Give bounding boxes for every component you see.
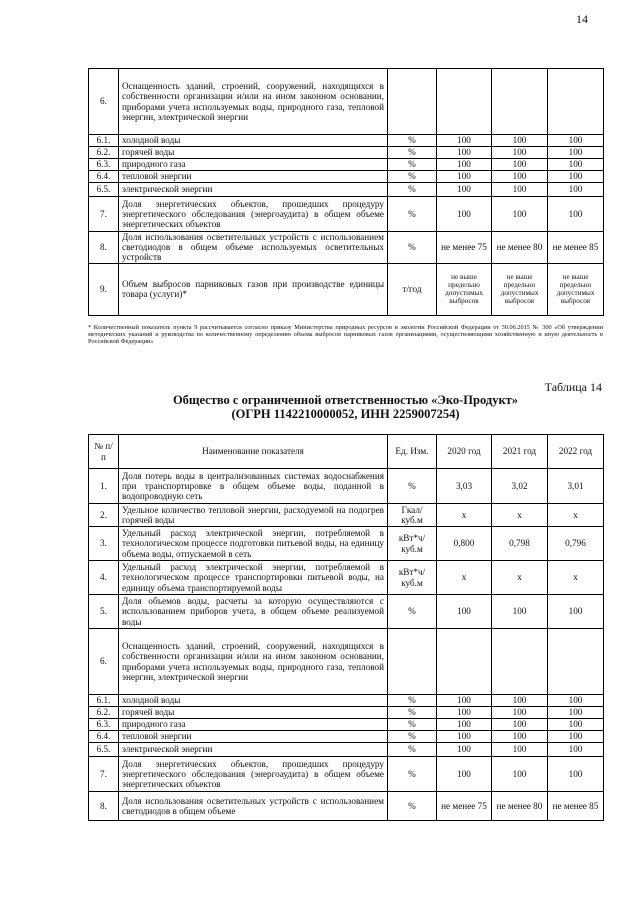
row-name: Доля потерь воды в централизованных системах водоснабжения при транспортировке в общем объеме воды, поданной в водопроводную сеть <box>119 469 388 504</box>
row-name: Доля энергетических объектов, прошедших процедуру энергетического обследования (энергоаудита) в общем объеме энергетических объектов <box>119 757 388 792</box>
row-number: 6.2. <box>89 707 119 719</box>
row-name: Доля объемов воды, расчеты за которую осуществляются с использованием приборов учета, в общем объеме реализуемой воды <box>119 595 388 629</box>
row-number: 4. <box>89 561 119 595</box>
row-value-year2 <box>492 69 548 135</box>
row-unit: % <box>388 595 437 629</box>
table-row <box>89 707 604 719</box>
row-value-year2: 100 <box>492 719 548 731</box>
row-number: 7. <box>89 197 119 232</box>
row-value-year1: 100 <box>437 595 492 629</box>
table-row <box>89 69 604 135</box>
organization-name: Общество с ограниченной ответственностью «Эко-Продукт» <box>172 393 519 407</box>
page-number: 14 <box>576 12 588 26</box>
row-value-year3 <box>548 629 604 695</box>
row-unit: % <box>388 743 437 757</box>
header-year-2022: 2022 год <box>548 435 604 469</box>
table-row <box>89 147 604 159</box>
table-row <box>89 743 604 757</box>
row-value-year2: не менее 80 <box>492 792 548 821</box>
organization-title <box>88 394 603 421</box>
row-unit: % <box>388 197 437 232</box>
row-number: 3. <box>89 527 119 561</box>
table-row <box>89 171 604 183</box>
row-number: 8. <box>89 232 119 264</box>
row-value-year3: 100 <box>548 183 604 197</box>
table-row <box>89 159 604 171</box>
row-number: 6.5. <box>89 183 119 197</box>
row-value-year2: 100 <box>492 731 548 743</box>
row-number: 5. <box>89 595 119 629</box>
row-name: тепловой энергии <box>119 731 388 743</box>
row-value-year2: 100 <box>492 183 548 197</box>
row-value-year2: x <box>492 504 548 527</box>
table-row <box>89 263 604 315</box>
row-value-year3: 0,796 <box>548 527 604 561</box>
row-value-year2: 100 <box>492 595 548 629</box>
table-row <box>89 719 604 731</box>
row-value-year3: 100 <box>548 695 604 707</box>
row-number: 6.3. <box>89 719 119 731</box>
row-value-year3: x <box>548 504 604 527</box>
row-value-year2: 100 <box>492 743 548 757</box>
row-number: 9. <box>89 263 119 315</box>
row-number: 7. <box>89 757 119 792</box>
row-value-year1: 100 <box>437 743 492 757</box>
indicators-table-continued <box>88 68 604 316</box>
table-row <box>89 135 604 147</box>
row-value-year2: 100 <box>492 707 548 719</box>
organization-registration: (ОГРН 1142210000052, ИНН 2259007254) <box>231 406 460 421</box>
indicators-table <box>88 434 604 821</box>
row-value-year2: не менее 80 <box>492 232 548 264</box>
table-row <box>89 595 604 629</box>
row-value-year1: 3,03 <box>437 469 492 504</box>
row-value-year2 <box>492 629 548 695</box>
row-value-year3: 100 <box>548 197 604 232</box>
table-row <box>89 792 604 821</box>
row-number: 6. <box>89 629 119 695</box>
row-name: электрической энергии <box>119 183 388 197</box>
row-value-year2: 100 <box>492 159 548 171</box>
row-value-year2: 0,798 <box>492 527 548 561</box>
row-value-year3: не менее 85 <box>548 232 604 264</box>
row-value-year1: 100 <box>437 171 492 183</box>
row-name: горячей воды <box>119 147 388 159</box>
table-label: Таблица 14 <box>544 380 602 394</box>
row-value-year3: не менее 85 <box>548 792 604 821</box>
row-value-year2: x <box>492 561 548 595</box>
row-value-year3: 100 <box>548 159 604 171</box>
row-value-year2: 100 <box>492 197 548 232</box>
row-value-year2: 100 <box>492 695 548 707</box>
row-value-year1: x <box>437 504 492 527</box>
row-value-year1: 100 <box>437 731 492 743</box>
row-unit: % <box>388 719 437 731</box>
table-row <box>89 757 604 792</box>
row-value-year1: 100 <box>437 707 492 719</box>
row-unit: % <box>388 147 437 159</box>
table-row <box>89 629 604 695</box>
row-name: электрической энергии <box>119 743 388 757</box>
row-number: 6.2. <box>89 147 119 159</box>
table-header-row <box>89 435 604 469</box>
table-row <box>89 504 604 527</box>
row-value-year3: 100 <box>548 757 604 792</box>
row-value-year1: не выше предельно допустимых выбросов <box>437 263 492 315</box>
row-value-year1: 100 <box>437 719 492 731</box>
row-value-year3: 100 <box>548 707 604 719</box>
header-name: Наименование показателя <box>119 435 388 469</box>
row-value-year1: 100 <box>437 197 492 232</box>
row-value-year1: 100 <box>437 757 492 792</box>
table-row <box>89 695 604 707</box>
row-name: Доля энергетических объектов, прошедших процедуру энергетического обследования (энергоаудита) в общем объеме энергетических объектов <box>119 197 388 232</box>
table-row <box>89 197 604 232</box>
header-year-2020: 2020 год <box>437 435 492 469</box>
row-value-year1: 100 <box>437 135 492 147</box>
row-value-year1 <box>437 69 492 135</box>
row-value-year2: 100 <box>492 171 548 183</box>
row-unit: % <box>388 731 437 743</box>
row-value-year1: 100 <box>437 695 492 707</box>
row-value-year3: 100 <box>548 743 604 757</box>
row-unit: кВт*ч/ куб.м <box>388 561 437 595</box>
row-value-year1: не менее 75 <box>437 792 492 821</box>
row-unit: % <box>388 159 437 171</box>
row-name: Удельное количество тепловой энергии, расходуемой на подогрев горячей воды <box>119 504 388 527</box>
row-value-year1: x <box>437 561 492 595</box>
row-value-year2: 100 <box>492 147 548 159</box>
row-number: 6. <box>89 69 119 135</box>
row-name: Доля использования осветительных устройств с использованием светодиодов в общем объеме <box>119 792 388 821</box>
row-value-year1: 100 <box>437 183 492 197</box>
row-number: 6.1. <box>89 695 119 707</box>
row-number: 6.4. <box>89 171 119 183</box>
row-number: 6.4. <box>89 731 119 743</box>
row-unit: % <box>388 469 437 504</box>
row-unit: % <box>388 792 437 821</box>
table-row <box>89 527 604 561</box>
row-name: Оснащенность зданий, строений, сооружений, находящихся в собственности организации и/или на ином законном основании, приборами учета используемых воды, природного газа, тепловой энергии, электрической энергии <box>119 69 388 135</box>
row-value-year1: не менее 75 <box>437 232 492 264</box>
row-value-year3: 100 <box>548 719 604 731</box>
row-value-year2: 3,02 <box>492 469 548 504</box>
row-unit: % <box>388 757 437 792</box>
row-unit: кВт*ч/ куб.м <box>388 527 437 561</box>
row-value-year2: 100 <box>492 135 548 147</box>
row-value-year3 <box>548 69 604 135</box>
row-unit <box>388 629 437 695</box>
row-name: Оснащенность зданий, строений, сооружений, находящихся в собственности организации и/или на ином законном основании, приборами учета используемых воды, природного газа, тепловой энергии, электрической энергии <box>119 629 388 695</box>
row-number: 2. <box>89 504 119 527</box>
row-unit: % <box>388 171 437 183</box>
row-unit <box>388 69 437 135</box>
row-number: 6.3. <box>89 159 119 171</box>
row-value-year1 <box>437 629 492 695</box>
row-unit: % <box>388 232 437 264</box>
row-name: холодной воды <box>119 695 388 707</box>
row-value-year2: 100 <box>492 757 548 792</box>
header-num: № п/п <box>89 435 119 469</box>
row-number: 1. <box>89 469 119 504</box>
row-value-year3: x <box>548 561 604 595</box>
table-row <box>89 561 604 595</box>
row-name: Удельный расход электрической энергии, потребляемой в технологическом процессе транспортировки питьевой воды, на единицу объема транспортируемой воды <box>119 561 388 595</box>
row-name: горячей воды <box>119 707 388 719</box>
row-name: Доля использования осветительных устройств с использованием светодиодов в общем объеме используемых осветительных устройств <box>119 232 388 264</box>
footnote: * Количественный показатель пункта 9 рассчитывается согласно приказу Министерства природных ресурсов и экологии Российской Федерации от 30.06.2015 № 300 «Об утверждении методических указаний и руководства по количественному определению объема выбросов парниковых газов организациями, осуществляющими хозяйственную и иную деятельность в Российской Федерации» <box>88 324 603 346</box>
row-unit: % <box>388 707 437 719</box>
row-value-year1: 0,800 <box>437 527 492 561</box>
header-unit: Ед. Изм. <box>388 435 437 469</box>
row-name: холодной воды <box>119 135 388 147</box>
table-row <box>89 469 604 504</box>
row-value-year1: 100 <box>437 147 492 159</box>
row-value-year3: 100 <box>548 731 604 743</box>
row-value-year3: не выше предельно допустимых выбросов <box>548 263 604 315</box>
row-number: 8. <box>89 792 119 821</box>
row-value-year2: не выше предельно допустимых выбросов <box>492 263 548 315</box>
row-unit: % <box>388 183 437 197</box>
row-name: тепловой энергии <box>119 171 388 183</box>
table-row <box>89 183 604 197</box>
row-number: 6.5. <box>89 743 119 757</box>
table-row <box>89 731 604 743</box>
row-value-year3: 100 <box>548 595 604 629</box>
row-name: природного газа <box>119 719 388 731</box>
row-value-year3: 100 <box>548 147 604 159</box>
row-value-year3: 100 <box>548 135 604 147</box>
row-unit: Гкал/ куб.м <box>388 504 437 527</box>
header-year-2021: 2021 год <box>492 435 548 469</box>
row-name: Объем выбросов парниковых газов при производстве единицы товара (услуги)* <box>119 263 388 315</box>
row-number: 6.1. <box>89 135 119 147</box>
row-value-year3: 100 <box>548 171 604 183</box>
row-name: Удельный расход электрической энергии, потребляемой в технологическом процессе подготовки питьевой воды, на единицу объема воды, отпускаемой в сеть <box>119 527 388 561</box>
row-value-year1: 100 <box>437 159 492 171</box>
row-value-year3: 3,01 <box>548 469 604 504</box>
row-name: природного газа <box>119 159 388 171</box>
table-row <box>89 232 604 264</box>
row-unit: % <box>388 135 437 147</box>
row-unit: т/год <box>388 263 437 315</box>
row-unit: % <box>388 695 437 707</box>
